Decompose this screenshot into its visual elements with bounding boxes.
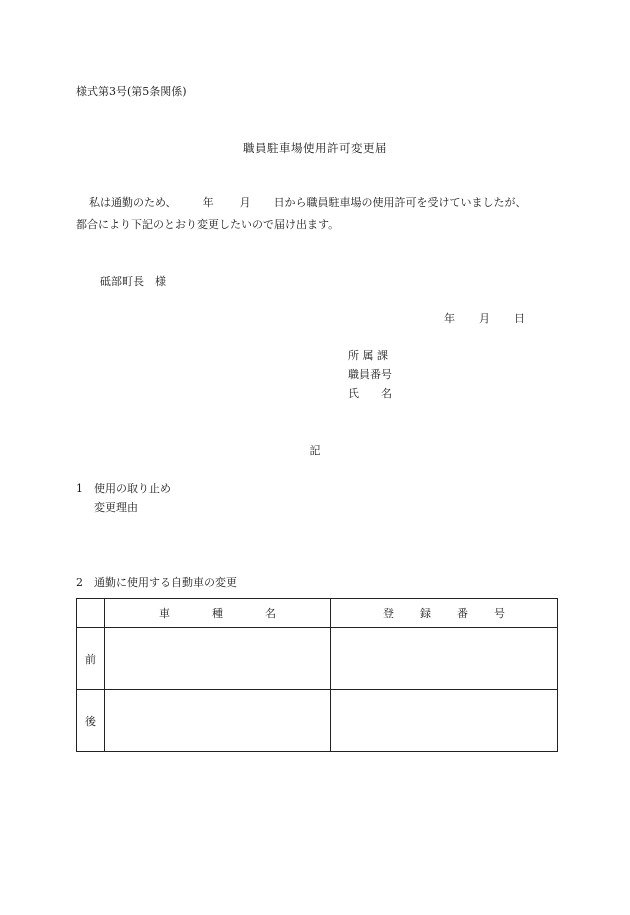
table-row-before — [77, 628, 558, 690]
vehicle-change-table — [76, 598, 558, 752]
date-year-label: 年 — [444, 312, 455, 325]
body-year-label: 年 — [202, 196, 214, 209]
after-vehicle-model-cell[interactable] — [105, 690, 331, 752]
item-1-title: 1 使用の取り止め — [76, 482, 171, 495]
employee-number-label: 職員番号 — [348, 368, 392, 381]
column-header-registration-number: 登 録 番 号 — [331, 599, 558, 628]
column-header-vehicle-model: 車 種 名 — [105, 599, 331, 628]
row-label-after: 後 — [77, 690, 105, 752]
ki-heading: 記 — [309, 444, 321, 457]
before-vehicle-model-cell[interactable] — [105, 628, 331, 690]
table-corner-cell — [77, 599, 105, 628]
body-line-1 — [89, 196, 527, 210]
body-month-label: 月 — [239, 196, 251, 209]
date-day-label: 日 — [514, 312, 525, 325]
body-line-1-end: 日から職員駐車場の使用許可を受けていましたが、 — [273, 196, 527, 209]
row-label-before: 前 — [77, 628, 105, 690]
date-month-label: 月 — [479, 312, 490, 325]
form-number: 様式第3号(第5条関係) — [76, 85, 187, 98]
document-title: 職員駐車場使用許可変更届 — [243, 141, 387, 155]
item-1-reason-label: 変更理由 — [94, 501, 138, 514]
item-2-title: 2 通勤に使用する自動車の変更 — [76, 576, 237, 589]
name-label: 氏 名 — [348, 387, 392, 400]
after-registration-number-cell[interactable] — [331, 690, 558, 752]
date-line — [444, 312, 525, 326]
before-registration-number-cell[interactable] — [331, 628, 558, 690]
addressee: 砥部町長 様 — [100, 275, 166, 288]
department-label: 所 属 課 — [348, 349, 388, 362]
table-row-after — [77, 690, 558, 752]
body-line-2: 都合により下記のとおり変更したいので届け出ます。 — [76, 218, 340, 231]
body-line-1-start: 私は通勤のため、 — [89, 196, 177, 209]
